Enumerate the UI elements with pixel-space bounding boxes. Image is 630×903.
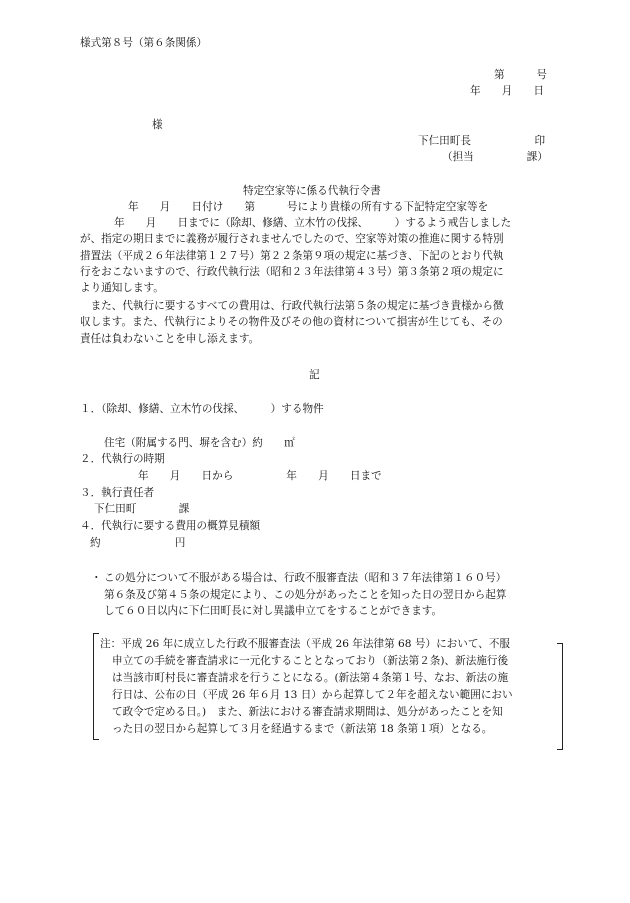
- item-2: ２．代執行の時期: [80, 453, 165, 465]
- item-4-detail: 約 円: [90, 537, 186, 549]
- body-line: 行をおこないますので、行政代執行法（昭和２３年法律第４３号）第３条第２項の規定に: [80, 266, 504, 278]
- item-4: ４．代執行に要する費用の概算見積額: [80, 520, 261, 532]
- addressee: 様: [152, 119, 163, 131]
- note-line: 注：平成 26 年に成立した行政不服審査法（平成 26 年法律第 68 号）において、不服: [100, 638, 511, 650]
- body-line: 年 月 日までに（除却、修繕、立木竹の伐採、 ）するよう戒告しました: [114, 217, 512, 229]
- note-line: 行日は、公布の日（平成 26 年６月 13 日）から起算して２年を超えない範囲におい: [112, 689, 513, 701]
- body-line: 責任は負わないことを申し添えます。: [80, 333, 260, 345]
- body-line: 措置法（平成２６年法律第１２７号）第２２条第９項の規定に基づき、下記のとおり代執: [80, 250, 504, 262]
- appeal-line: 第６条及び第４５条の規定により、この処分があったことを知った日の翌日から起算: [104, 589, 507, 601]
- item-3-detail: 下仁田町 課: [94, 503, 190, 515]
- appeal-line: して６０日以内に下仁田町長に対し異議申立てをすることができます。: [104, 605, 443, 617]
- item-3: ３．執行責任者: [80, 487, 155, 499]
- note-line: は当該市町村長に審査請求を行うことになる。(新法第４条第１号、なお、新法の施: [112, 672, 509, 684]
- note-line: 申立ての手続を審査請求に一元化することとなっており（新法第２条)、新法施行後: [112, 655, 509, 667]
- body-line: 収します。また、代執行によりその物件及びその他の資材について損害が生じても、その: [80, 316, 503, 328]
- item-1-detail: 住宅（附属する門、塀を含む）約 ㎡: [104, 437, 295, 449]
- form-label: 様式第８号（第６条関係）: [80, 37, 208, 49]
- item-1: １．（除却、修繕、立木竹の伐採、 ）する物件: [80, 403, 324, 415]
- bullet-marker: ・: [91, 572, 102, 584]
- note-bracket-right: [557, 643, 563, 750]
- document-date: 年 月 日: [470, 85, 545, 97]
- note-bracket-left: [93, 633, 99, 740]
- document-number: 第 号: [494, 69, 547, 81]
- document-title: 特定空家等に係る代執行令書: [243, 185, 381, 197]
- body-line: 年 月 日付け 第 号により貴様の所有する下記特定空家等を: [128, 201, 489, 213]
- item-2-detail: 年 月 日から 年 月 日まで: [138, 470, 382, 482]
- note-line: った日の翌日から起算して３月を経過するまで（新法第 18 条第１項）となる。: [112, 723, 493, 735]
- body-line: が、指定の期日までに義務が履行されませんでしたので、空家等対策の推進に関する特別: [80, 233, 504, 245]
- body-line: より通知します。: [80, 282, 164, 294]
- body-line: また、代執行に要するすべての費用は、行政代執行法第５条の規定に基づき貴様から徴: [80, 300, 504, 312]
- note-line: て政令で定める日。) また、新法における審査請求期間は、処分があったことを知: [112, 706, 503, 718]
- contact-department: （担当 課）: [442, 151, 548, 163]
- issuer: 下仁田町長 印: [418, 135, 546, 147]
- ki-heading: 記: [309, 369, 320, 381]
- appeal-line: この処分について不服がある場合は、行政不服審査法（昭和３７年法律第１６０号）: [104, 572, 507, 584]
